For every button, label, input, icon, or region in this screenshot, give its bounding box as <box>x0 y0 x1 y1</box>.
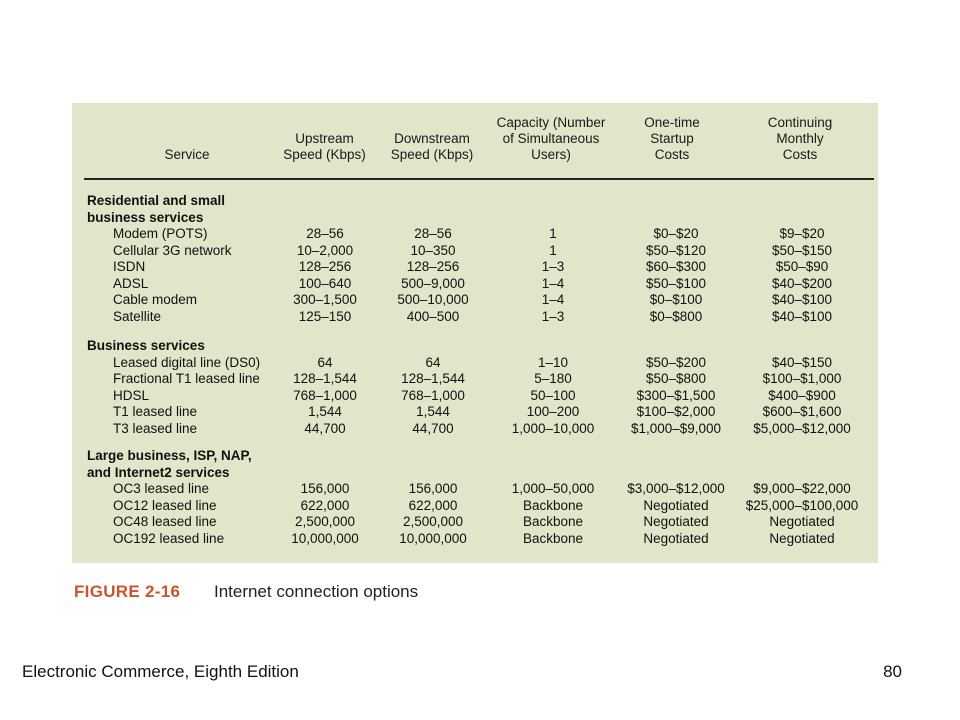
table-cell: 1–3 <box>541 259 565 274</box>
table-cell: Negotiated <box>769 514 835 529</box>
service-name: ISDN <box>113 259 146 274</box>
table-cell: $50–$200 <box>645 354 707 370</box>
table-cell: 400–500 <box>406 308 460 324</box>
table-cell: $25,000–$100,000 <box>745 497 859 513</box>
header-service: Service <box>164 147 210 162</box>
table-cell: $0–$800 <box>649 308 703 324</box>
service-name: Fractional T1 leased line <box>113 371 260 386</box>
table-row <box>72 531 878 548</box>
table-cell: 64 <box>425 354 441 370</box>
table-row <box>72 371 878 388</box>
table-cell: 44,700 <box>304 420 346 436</box>
table-row <box>72 498 878 515</box>
table-cell: 500–10,000 <box>397 292 469 307</box>
service-name: OC192 leased line <box>113 530 225 546</box>
table-cell: 1,000–50,000 <box>511 481 595 496</box>
table-cell: 44,700 <box>412 420 454 436</box>
page-number: 80 <box>883 662 902 681</box>
table-cell: $5,000–$12,000 <box>753 420 851 436</box>
table-cell: 28–56 <box>306 226 344 241</box>
table-cell: $50–$120 <box>645 242 707 258</box>
table-cell: 10,000,000 <box>291 530 359 546</box>
service-name: HDSL <box>113 387 150 403</box>
table-cell: 128–256 <box>298 259 352 274</box>
header-downstream: Downstream Speed (Kbps) <box>390 131 474 162</box>
table-cell: 1–4 <box>541 275 565 291</box>
table-cell: 1,544 <box>416 404 450 419</box>
table-cell: 1 <box>549 226 557 241</box>
service-name: Cable modem <box>113 292 198 307</box>
table-cell: 100–640 <box>298 275 352 291</box>
table-cell: 10,000,000 <box>399 530 467 546</box>
table-cell: 622,000 <box>300 497 350 513</box>
table-cell: 1 <box>549 242 557 258</box>
table-cell: 622,000 <box>408 497 458 513</box>
figure-caption: Internet connection options <box>214 582 419 601</box>
table-cell: 50–100 <box>530 387 576 403</box>
header-startup: One-time Startup Costs <box>644 115 700 162</box>
footer-title: Electronic Commerce, Eighth Edition <box>22 662 299 681</box>
table-cell: 10–2,000 <box>296 242 354 258</box>
table-cell: Negotiated <box>769 530 835 546</box>
table-cell: 2,500,000 <box>294 514 356 529</box>
table-cell: $40–$200 <box>771 275 833 291</box>
figure-label: FIGURE 2-16 <box>74 582 181 601</box>
table-cell: Negotiated <box>643 497 709 513</box>
table-panel <box>72 103 878 563</box>
table-row <box>72 481 878 498</box>
table-cell: 1,000–10,000 <box>511 420 595 436</box>
table-cell: 156,000 <box>300 481 350 496</box>
table-cell: Backbone <box>522 530 584 546</box>
table-cell: $3,000–$12,000 <box>627 481 725 496</box>
table-cell: 10–350 <box>410 242 456 258</box>
header-rule <box>84 178 874 180</box>
table-cell: $600–$1,600 <box>762 404 842 419</box>
service-name: Cellular 3G network <box>113 242 232 258</box>
table-row <box>72 355 878 372</box>
table-cell: 1–4 <box>541 292 565 307</box>
table-cell: $0–$20 <box>653 226 699 241</box>
table-cell: 28–56 <box>414 226 452 241</box>
service-name: OC48 leased line <box>113 514 217 529</box>
table-cell: 128–1,544 <box>293 371 357 386</box>
table-row <box>72 388 878 405</box>
header-capacity: Capacity (Number of Simultaneous Users) <box>496 115 606 162</box>
table-cell: 500–9,000 <box>401 275 465 291</box>
service-name: OC12 leased line <box>113 497 217 513</box>
service-name: Leased digital line (DS0) <box>113 354 261 370</box>
table-cell: 125–150 <box>298 308 352 324</box>
table-cell: $1,000–$9,000 <box>630 420 722 436</box>
table-cell: $50–$90 <box>775 259 829 274</box>
table-cell: 100–200 <box>526 404 580 419</box>
table-cell: $400–$900 <box>768 387 836 403</box>
table-cell: 300–1,500 <box>293 292 357 307</box>
service-name: Satellite <box>113 308 162 324</box>
table-cell: $60–$300 <box>645 259 707 274</box>
service-name: Modem (POTS) <box>113 226 208 241</box>
table-cell: Negotiated <box>643 514 709 529</box>
header-monthly: Continuing Monthly Costs <box>767 115 833 162</box>
table-cell: $0–$100 <box>649 292 703 307</box>
table-cell: $300–$1,500 <box>636 387 716 403</box>
section-title: Large business, ISP, NAP, and Internet2 services <box>87 448 252 480</box>
service-name: OC3 leased line <box>113 481 210 496</box>
table-cell: 2,500,000 <box>402 514 464 529</box>
table-cell: $9,000–$22,000 <box>753 481 851 496</box>
table-cell: 128–1,544 <box>401 371 465 386</box>
section-title: Residential and small business services <box>87 193 226 225</box>
table-cell: 156,000 <box>408 481 458 496</box>
table-cell: Negotiated <box>643 530 709 546</box>
table-cell: 128–256 <box>406 259 460 274</box>
table-row <box>72 421 878 438</box>
table-cell: $50–$800 <box>645 371 707 386</box>
table-cell: 1–3 <box>541 308 565 324</box>
table-row <box>72 514 878 531</box>
table-row <box>72 226 878 243</box>
table-cell: $9–$20 <box>779 226 825 241</box>
header-upstream: Upstream Speed (Kbps) <box>283 131 366 162</box>
table-cell: 768–1,000 <box>401 387 465 403</box>
service-name: ADSL <box>113 275 149 291</box>
table-row <box>72 404 878 421</box>
table-cell: $100–$1,000 <box>762 371 842 386</box>
table-row <box>72 276 878 293</box>
service-name: T1 leased line <box>113 404 198 419</box>
table-cell: 5–180 <box>534 371 572 386</box>
table-cell: Backbone <box>522 514 584 529</box>
table-cell: 64 <box>317 354 333 370</box>
table-row <box>72 292 878 309</box>
table-cell: $40–$100 <box>771 292 833 307</box>
table-cell: $50–$150 <box>771 242 833 258</box>
table-row <box>72 309 878 326</box>
table-cell: 1,544 <box>308 404 342 419</box>
table-row <box>72 259 878 276</box>
table-cell: $40–$100 <box>771 308 833 324</box>
table-cell: 768–1,000 <box>293 387 357 403</box>
section-title: Business services <box>87 338 205 353</box>
table-cell: 1–10 <box>537 354 569 370</box>
table-cell: $50–$100 <box>645 275 707 291</box>
table-cell: $100–$2,000 <box>636 404 716 419</box>
table-cell: Backbone <box>522 497 584 513</box>
table-row <box>72 243 878 260</box>
table-cell: $40–$150 <box>771 354 833 370</box>
service-name: T3 leased line <box>113 420 198 436</box>
